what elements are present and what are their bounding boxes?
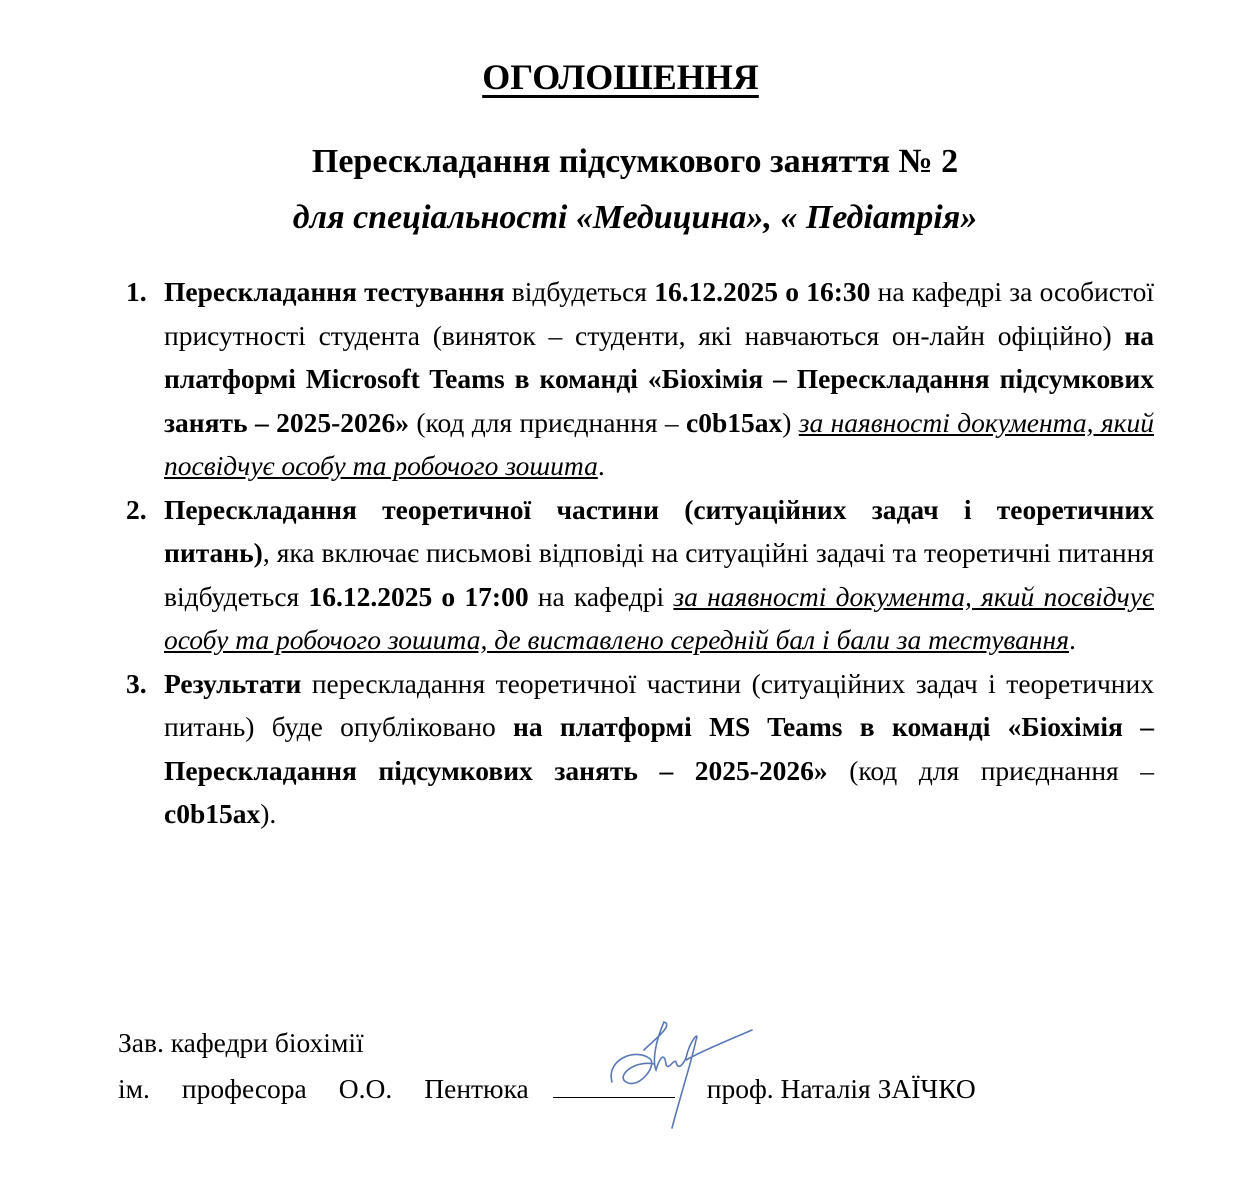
announcement-list — [118, 270, 1154, 836]
item-number: 3. — [126, 667, 147, 699]
item-text: (код для приєднання – — [827, 754, 1154, 786]
item-text: перескладання теоретичної частини (ситуаційних задач і теоретичних питань) буде опубліковано — [164, 667, 1154, 742]
item-text: на кафедрі — [528, 580, 674, 612]
join-code: c0b15ax — [686, 406, 783, 438]
item-text: . — [1068, 624, 1076, 655]
item-text: відбудеться — [504, 276, 655, 307]
item-number: 1. — [126, 276, 147, 307]
item-text: ). — [260, 798, 277, 829]
requirement-note: за наявності документа, який посвідчує особу та робочого зошита, де виставлено середній бал і бали за тестування — [164, 580, 1154, 655]
signature-position: Зав. кафедри біохімії — [118, 1027, 364, 1058]
platform-team: на платформі Microsoft Teams в команді «Біохімія – Перескладання підсумкових занять – 2025-2026» — [164, 319, 1154, 438]
signature-word: ім. — [118, 1073, 150, 1104]
subtitle-line1: Перескладання підсумкового заняття № 2 — [311, 143, 959, 180]
item-text-bold: Перескладання тестування — [164, 276, 505, 307]
item-text-bold: Перескладання теоретичної частини (ситуаційних задач і теоретичних питань) — [164, 493, 1154, 568]
subtitle-line2: для спеціальності «Медицина», « Педіатрія» — [292, 199, 978, 236]
page-title: ОГОЛОШЕННЯ — [482, 57, 759, 97]
signatory-name: проф. Наталія ЗАЇЧКО — [706, 1073, 976, 1104]
signature-word: професора — [181, 1073, 307, 1104]
list-item — [118, 488, 1154, 662]
date-time: 16.12.2025 о 16:30 — [654, 276, 871, 307]
item-text: . — [597, 450, 605, 481]
join-code: c0b15ax — [164, 798, 261, 829]
item-text: , яка включає письмові відповіді на ситуаційні задачі та теоретичні питання відбудеться — [164, 537, 1154, 612]
item-number: 2. — [126, 493, 147, 525]
signature-word: О.О. — [338, 1073, 393, 1104]
requirement-note: за наявності документа, який посвідчує особу та робочого зошита — [164, 406, 1154, 481]
list-item — [118, 270, 1154, 488]
date-time: 16.12.2025 о 17:00 — [308, 580, 529, 612]
list-item — [118, 662, 1154, 836]
signature-word: Пентюка — [424, 1073, 529, 1104]
item-text: (код для приєднання – — [408, 406, 686, 438]
item-text: на кафедрі за особистої присутності студента (виняток – студенти, які навчаються он-лайн офіційно) — [164, 276, 1154, 351]
platform-team: на платформі MS Teams в команді «Біохімія – Перескладання підсумкових занять – 2025-2026» — [164, 711, 1154, 786]
item-text: ) — [782, 406, 799, 438]
handwritten-signature-icon — [604, 1020, 754, 1130]
signature-block — [118, 1020, 1108, 1112]
item-text-bold: Результати — [164, 667, 302, 699]
subtitle — [0, 134, 1241, 246]
